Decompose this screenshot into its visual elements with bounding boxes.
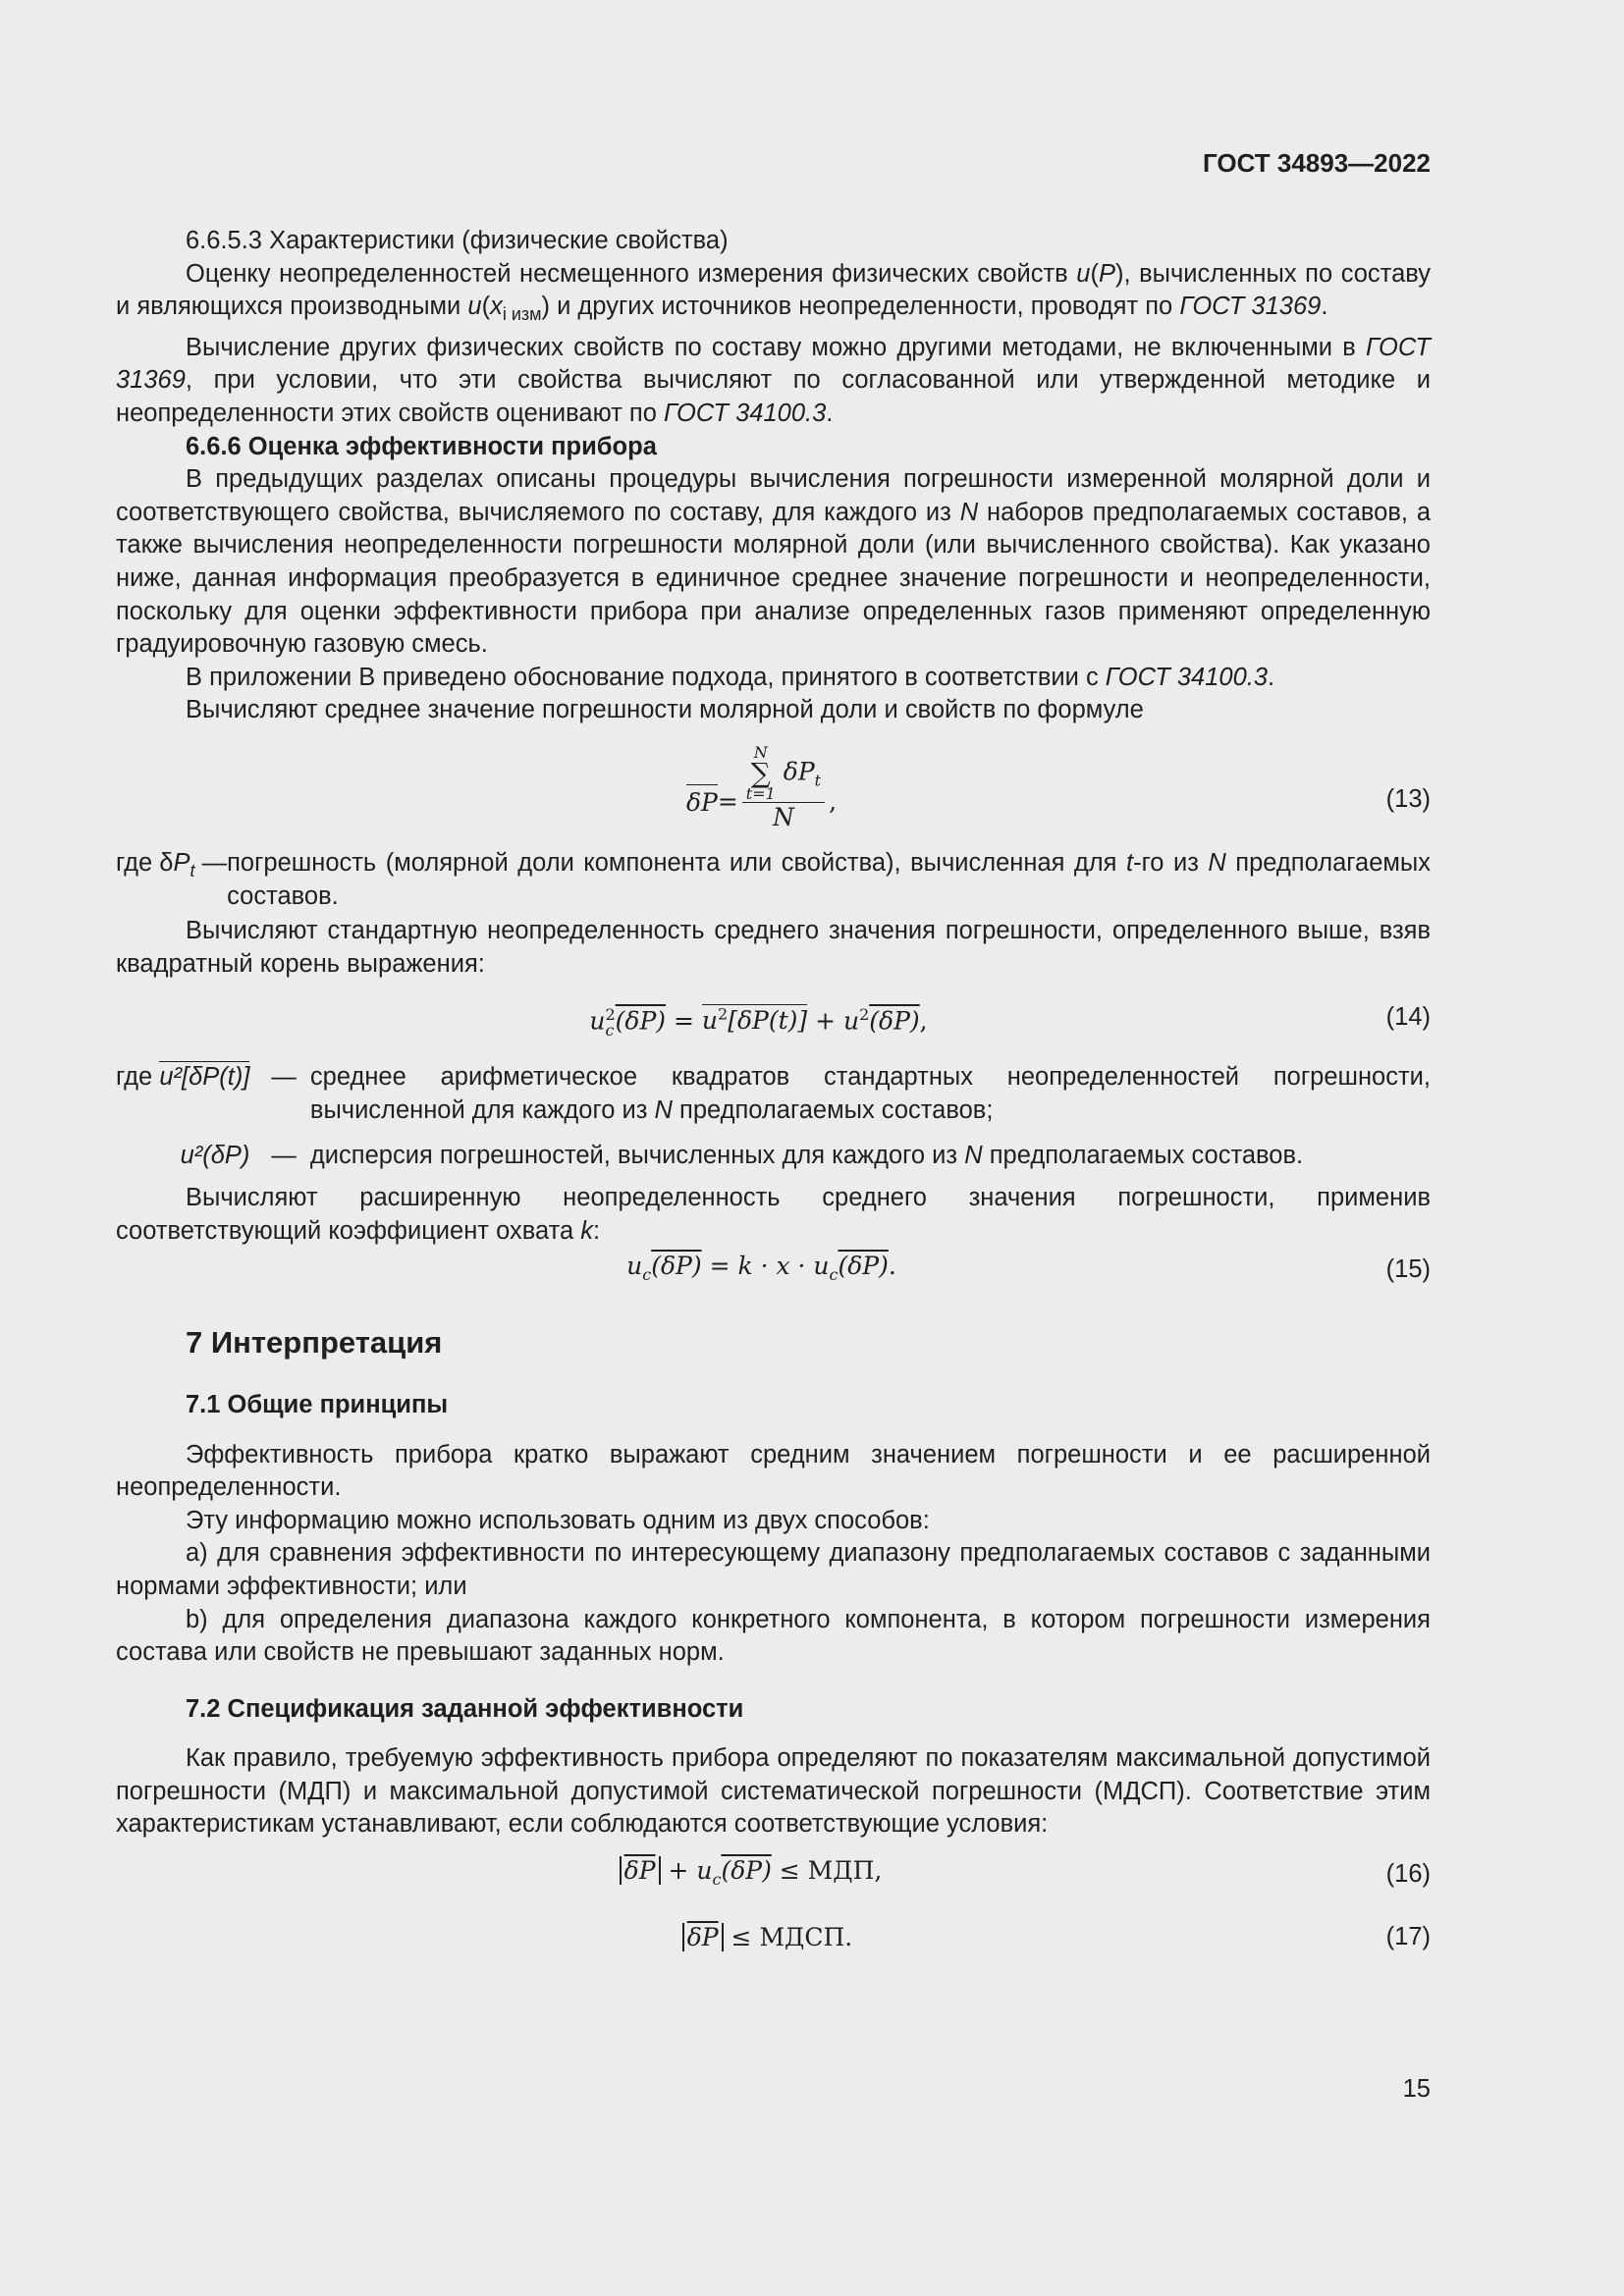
paragraph: Эффективность прибора кратко выражают средним значением погрешности и ее расширенной неопределенности. [116, 1440, 1431, 1502]
paragraph: Вычисляют стандартную неопределенность среднего значения погрешности, определенного выше, взяв квадратный корень выражения: [116, 917, 1431, 978]
formula-16: $\overline{\delta P} + u_c(\delta P)$ ≤ МДП, (16) [116, 1843, 1431, 1906]
formula-15-number: (15) [1385, 1255, 1431, 1284]
paragraph: В предыдущих разделах описаны процедуры вычисления погрешности измеренной молярной доли и соответствующего свойства, вычисляемого по составу, для каждого из N наборов предполагаемых составов, а также вычисления неопределенности погрешности молярной доли (или вычисленного свойства). Как указано ниже, данная информация преобразуется в единичное среднее значение погрешности и неопределенности, поскольку для оценки эффективности прибора при анализе определенных газов применяют определенную градуировочную газовую смесь. [116, 465, 1432, 659]
formula-15: $u_c(\delta P) = k \cdot x \cdot u_c(\delta P)$. (15) [116, 1248, 1431, 1293]
formula-13-fraction: N ∑ t=1 $\delta P_t$ N [742, 745, 825, 832]
section-72-heading: 7.2 Спецификация заданной эффективности [186, 1694, 744, 1723]
formula-13: δP = N ∑ t=1 $\delta P_t$ N , (13) [685, 742, 1431, 831]
list-item: b) для определения диапазона каждого конкретного компонента, в котором погрешности измерения состава или свойств не превышают заданных норм. [116, 1605, 1431, 1667]
formula-17: $\overline{\delta P}$ ≤ МДСП. (17) [116, 1906, 1431, 1969]
section-6653-title: 6.6.5.3 Характеристики (физические свойства) [186, 227, 729, 254]
formula-13-legend: где $\delta P_t$ — погрешность (молярной доли компонента или свойства), вычисленная для t-го из N предполагаемых составов. [116, 849, 1432, 910]
page-content [116, 225, 1431, 1969]
paragraph: Оценку неопределенностей несмещенного измерения физических свойств u(P), вычисленных по составу и являющихся производными $u(x_{i изм})$ и других источников неопределенности, проводят по ГОСТ 31369. [116, 259, 1431, 325]
formula-17-number: (17) [1385, 1923, 1431, 1951]
formula-16-number: (16) [1385, 1860, 1431, 1889]
section-666-title: 6.6.6 Оценка эффективности прибора [186, 432, 657, 460]
paragraph: Вычисление других физических свойств по составу можно другими методами, не включенными в ГОСТ 31369, при условии, что эти свойства вычисляют по согласованной или утвержденной методике и неопределенности этих свойств оценивают по ГОСТ 34100.3. [116, 333, 1431, 428]
paragraph: Вычисляют расширенную неопределенность среднего значения погрешности, применив соответствующий коэффициент охвата k: [116, 1184, 1431, 1245]
page-number: 15 [1402, 2075, 1431, 2103]
paragraph: В приложении В приведено обоснование подхода, принятого в соответствии с ГОСТ 34100.3. [186, 663, 1275, 691]
paragraph: Эту информацию можно использовать одним из двух способов: [186, 1506, 930, 1534]
formula-13-number: (13) [1385, 785, 1431, 814]
formula-14-legend: где u²[δP(t)] — среднее арифметическое квадратов стандартных неопределенностей погрешности, вычисленной для каждого из N предполагаемых составов; u²(δP) — дисперсия погрешностей, вычисленных для каждого из N предполагаемых составов. [116, 1063, 1431, 1169]
paragraph: Вычисляют среднее значение погрешности молярной доли и свойств по формуле [186, 696, 1144, 724]
section-71-heading: 7.1 Общие принципы [186, 1390, 449, 1418]
list-item: a) для сравнения эффективности по интересующему диапазону предполагаемых составов с заданными нормами эффективности; или [116, 1539, 1431, 1600]
formula-14: u 2 c $(\delta P) = u^2[\delta P(t)] + u^2(\delta P)$, (14) [589, 1003, 1431, 1040]
section-7-heading: 7 Интерпретация [186, 1325, 443, 1361]
standard-header: ГОСТ 34893—2022 [1203, 148, 1431, 178]
formula-14-number: (14) [1385, 1003, 1431, 1032]
paragraph: Как правило, требуемую эффективность прибора определяют по показателям максимальной допустимой погрешности (МДП) и максимальной допустимой систематической погрешности (МДСП). Соответствие этим характеристикам устанавливают, если соблюдаются соответствующие условия: [116, 1744, 1431, 1839]
formula-13-lhs: δP [686, 784, 718, 820]
